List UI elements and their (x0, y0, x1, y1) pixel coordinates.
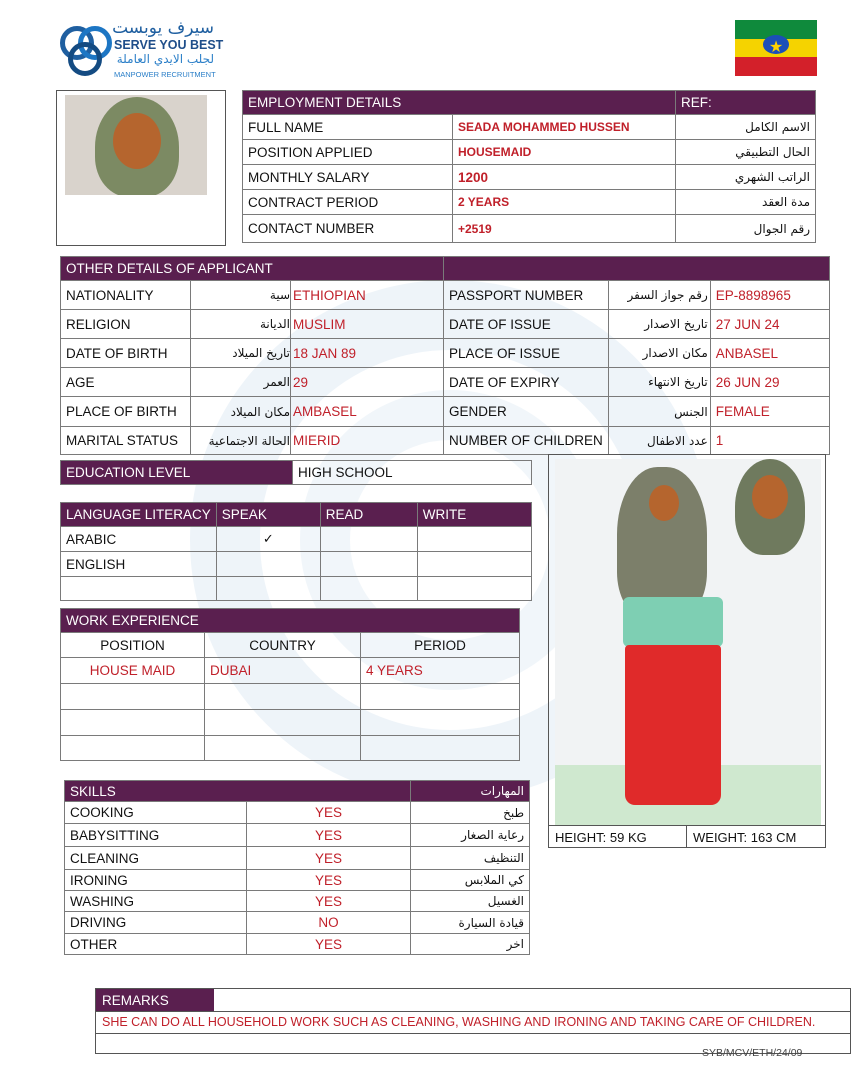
work-empty-cell (205, 736, 361, 761)
arabic-contract-period: مدة العقد (676, 190, 816, 215)
arabic-full-name: الاسم الكامل (676, 115, 816, 140)
remarks-text: SHE CAN DO ALL HOUSEHOLD WORK SUCH AS CLEANING, WASHING AND IRONING AND TAKING CARE OF CHILDREN. (102, 1015, 816, 1029)
arabic-position-applied: الحال التطبيقي (676, 140, 816, 165)
work-empty-cell (361, 684, 520, 710)
label-date-of-expiry: DATE OF EXPIRY (444, 368, 609, 397)
work-empty-cell (61, 736, 205, 761)
work-empty-cell (361, 736, 520, 761)
skill-ironing-value: YES (247, 870, 411, 891)
other-details-title-right (444, 257, 830, 281)
other-details-title: OTHER DETAILS OF APPLICANT (61, 257, 444, 281)
logo-arabic-sub: لجلب الايدي العاملة (116, 52, 214, 66)
employment-title: EMPLOYMENT DETAILS (243, 91, 676, 115)
value-monthly-salary: 1200 (453, 165, 676, 190)
skills-title: SKILLS (65, 781, 411, 802)
full-photo-frame (548, 454, 826, 848)
skill-washing-value: YES (247, 891, 411, 912)
label-date-of-issue: DATE OF ISSUE (444, 310, 609, 339)
arabic-marital-status: الحالة الاجتماعية (191, 427, 291, 455)
skill-driving-value: NO (247, 912, 411, 934)
value-religion: MUSLIM (291, 310, 444, 339)
skill-babysitting-arabic: رعاية الصغار (411, 824, 530, 847)
weight-label: WEIGHT: 163 CM (687, 825, 825, 848)
arabic-place-of-birth: مكان الميلاد (191, 397, 291, 427)
label-full-name: FULL NAME (243, 115, 453, 140)
arabic-gender: الجنس (608, 397, 710, 427)
work-empty-cell (205, 710, 361, 736)
label-nationality: NATIONALITY (61, 281, 191, 310)
value-marital-status: MIERID (291, 427, 444, 455)
work-header-period: PERIOD (361, 633, 520, 658)
skill-cleaning-value: YES (247, 847, 411, 870)
value-place-of-birth: AMBASEL (291, 397, 444, 427)
passport-photo (65, 95, 207, 195)
work-period: 4 YEARS (361, 658, 520, 684)
language-arabic: ARABIC (61, 527, 217, 552)
arabic-speak-check: ✓ (216, 527, 320, 552)
label-position-applied: POSITION APPLIED (243, 140, 453, 165)
arabic-date-of-birth: تاريخ الميلاد (191, 339, 291, 368)
remarks-title: REMARKS (96, 989, 214, 1011)
arabic-number-of-children: عدد الاطفال (608, 427, 710, 455)
star-emblem-icon: ★ (763, 35, 789, 54)
language-header-read: READ (320, 503, 417, 527)
value-nationality: ETHIOPIAN (291, 281, 444, 310)
label-contact-number: CONTACT NUMBER (243, 215, 453, 243)
language-empty-cell (216, 577, 320, 601)
work-header-country: COUNTRY (205, 633, 361, 658)
value-full-name: SEADA MOHAMMED HUSSEN (453, 115, 676, 140)
english-read (320, 552, 417, 577)
value-date-of-birth: 18 JAN 89 (291, 339, 444, 368)
label-contract-period: CONTRACT PERIOD (243, 190, 453, 215)
remarks-divider-top (96, 1011, 850, 1012)
remarks-box (95, 988, 851, 1054)
skill-cleaning-arabic: التنظيف (411, 847, 530, 870)
arabic-monthly-salary: الراتب الشهري (676, 165, 816, 190)
work-empty-cell (61, 710, 205, 736)
education-label: EDUCATION LEVEL (61, 461, 293, 485)
value-date-of-issue: 27 JUN 24 (710, 310, 829, 339)
passport-photo-frame (56, 90, 226, 246)
skills-title-arabic: المهارات (411, 781, 530, 802)
label-date-of-birth: DATE OF BIRTH (61, 339, 191, 368)
value-contract-period: 2 YEARS (453, 190, 676, 215)
education-table (60, 460, 532, 485)
arabic-nationality: سية (191, 281, 291, 310)
label-monthly-salary: MONTHLY SALARY (243, 165, 453, 190)
work-header-position: POSITION (61, 633, 205, 658)
value-contact-number: +2519 (453, 215, 676, 243)
arabic-passport-number: رقم جواز السفر (608, 281, 710, 310)
arabic-contact-number: رقم الجوال (676, 215, 816, 243)
skill-babysitting-value: YES (247, 824, 411, 847)
label-place-of-birth: PLACE OF BIRTH (61, 397, 191, 427)
label-religion: RELIGION (61, 310, 191, 339)
logo-arabic-name: سيرف يوبست (112, 18, 214, 38)
label-passport-number: PASSPORT NUMBER (444, 281, 609, 310)
skill-washing: WASHING (65, 891, 247, 912)
skill-cooking: COOKING (65, 802, 247, 824)
label-gender: GENDER (444, 397, 609, 427)
language-empty-cell (320, 577, 417, 601)
remarks-divider-bottom (96, 1033, 850, 1034)
language-header-write: WRITE (417, 503, 531, 527)
work-country: DUBAI (205, 658, 361, 684)
language-header-literacy: LANGUAGE LITERACY (61, 503, 217, 527)
english-write (417, 552, 531, 577)
language-english: ENGLISH (61, 552, 217, 577)
work-experience-title: WORK EXPERIENCE (61, 609, 520, 633)
arabic-read (320, 527, 417, 552)
value-age: 29 (291, 368, 444, 397)
height-label: HEIGHT: 59 KG (549, 825, 687, 848)
arabic-date-of-expiry: تاريخ الانتهاء (608, 368, 710, 397)
work-empty-cell (61, 684, 205, 710)
value-date-of-expiry: 26 JUN 29 (710, 368, 829, 397)
work-experience-table (60, 608, 520, 761)
skill-ironing: IRONING (65, 870, 247, 891)
skill-babysitting: BABYSITTING (65, 824, 247, 847)
education-value: HIGH SCHOOL (293, 461, 532, 485)
arabic-place-of-issue: مكان الاصدار (608, 339, 710, 368)
label-number-of-children: NUMBER OF CHILDREN (444, 427, 609, 455)
skill-other-value: YES (247, 934, 411, 955)
company-logo (60, 22, 120, 80)
value-passport-number: EP-8898965 (710, 281, 829, 310)
value-position-applied: HOUSEMAID (453, 140, 676, 165)
employment-details-table (242, 90, 816, 243)
value-number-of-children: 1 (710, 427, 829, 455)
work-empty-cell (361, 710, 520, 736)
arabic-age: العمر (191, 368, 291, 397)
document-code: SYB/MCV/ETH/24/09 (702, 1047, 803, 1059)
arabic-religion: الديانة (191, 310, 291, 339)
logo-name: SERVE YOU BEST (114, 38, 224, 52)
skill-driving-arabic: قيادة السيارة (411, 912, 530, 934)
language-empty-cell (61, 577, 217, 601)
value-gender: FEMALE (710, 397, 829, 427)
arabic-write (417, 527, 531, 552)
skill-washing-arabic: الغسيل (411, 891, 530, 912)
work-position: HOUSE MAID (61, 658, 205, 684)
skills-table (64, 780, 530, 955)
skill-other: OTHER (65, 934, 247, 955)
language-empty-cell (417, 577, 531, 601)
work-empty-cell (205, 684, 361, 710)
arabic-date-of-issue: تاريخ الاصدار (608, 310, 710, 339)
skill-cleaning: CLEANING (65, 847, 247, 870)
other-details-table (60, 256, 830, 455)
language-table (60, 502, 532, 601)
label-age: AGE (61, 368, 191, 397)
skill-other-arabic: اخر (411, 934, 530, 955)
skill-driving: DRIVING (65, 912, 247, 934)
ref-label: REF: (676, 91, 816, 115)
english-speak (216, 552, 320, 577)
skill-ironing-arabic: كي الملابس (411, 870, 530, 891)
language-header-speak: SPEAK (216, 503, 320, 527)
value-place-of-issue: ANBASEL (710, 339, 829, 368)
full-body-photo (555, 459, 821, 825)
skill-cooking-value: YES (247, 802, 411, 824)
label-place-of-issue: PLACE OF ISSUE (444, 339, 609, 368)
label-marital-status: MARITAL STATUS (61, 427, 191, 455)
ethiopia-flag (735, 20, 817, 76)
skill-cooking-arabic: طبخ (411, 802, 530, 824)
logo-sub: MANPOWER RECRUITMENT (114, 70, 216, 79)
